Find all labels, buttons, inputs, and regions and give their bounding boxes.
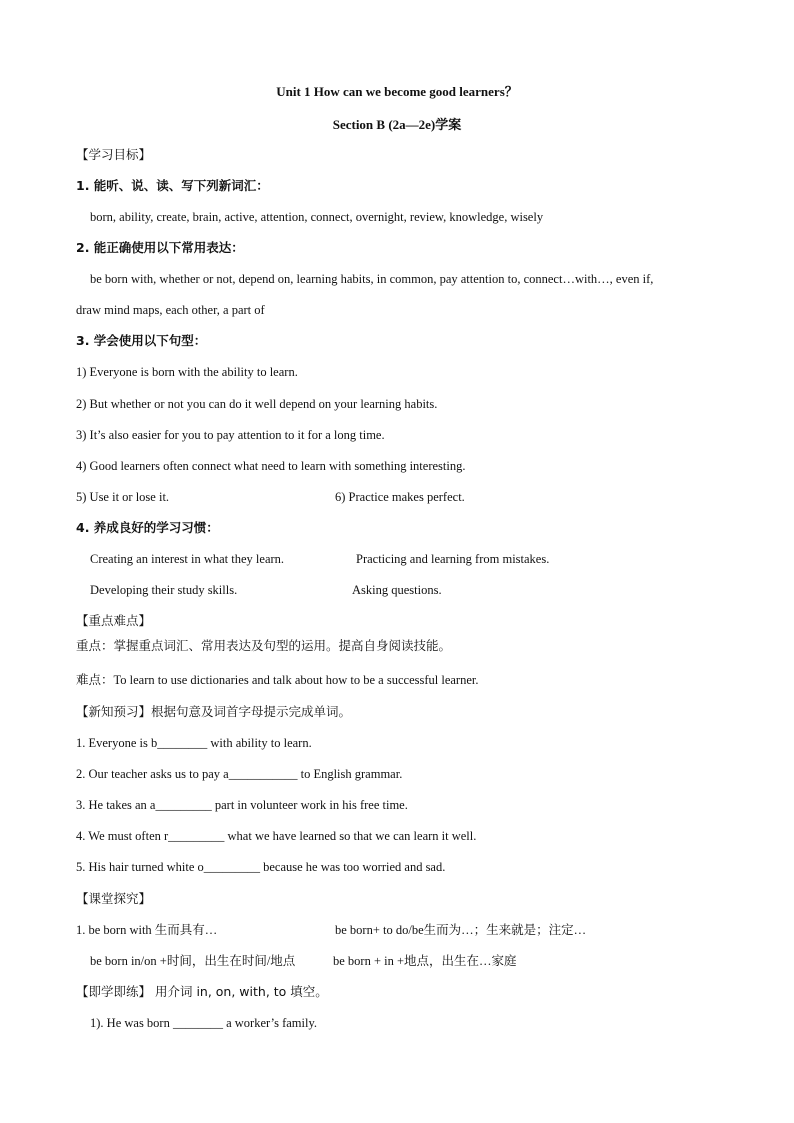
page-subtitle: Section B (2a—2e)学案 — [332, 117, 462, 132]
objective-1-heading: 1. 能听、说、读、写下列新词汇： — [76, 178, 269, 193]
objective-4-heading: 4. 养成良好的学习习惯： — [76, 520, 219, 535]
sentence-3: 3) It’s also easier for you to pay attention to it for a long time. — [76, 428, 385, 442]
page-title: Unit 1 How can we become good learners？ — [276, 84, 518, 99]
objective-2-expressions-line1: be born with, whether or not, depend on, learning habits, in common, pay attention to, connect…with…, even if, — [90, 272, 654, 286]
preview-heading: 【新知预习】根据句意及词首字母提示完成单词。 — [76, 704, 352, 719]
preview-item-2: 2. Our teacher asks us to pay a___________ to English grammar. — [76, 767, 403, 781]
sentence-5: 5) Use it or lose it. — [76, 490, 170, 504]
preview-item-3: 3. He takes an a_________ part in volunteer work in his free time. — [76, 798, 408, 812]
sentence-2: 2) But whether or not you can do it well depend on your learning habits. — [76, 397, 438, 411]
objective-3-heading: 3. 学会使用以下句型： — [76, 333, 207, 348]
explore-line-1-left: 1. be born with 生而具有… — [76, 923, 218, 937]
objective-2-expressions-line2: draw mind maps, each other, a part of — [76, 303, 265, 317]
practice-heading: 【即学即练】 用介词 in, on, with, to 填空。 — [76, 984, 328, 999]
sentence-1: 1) Everyone is born with the ability to learn. — [76, 365, 298, 379]
habit-1: Creating an interest in what they learn. — [90, 552, 285, 566]
explore-line-2-left: be born in/on +时间，出生在时间/地点 — [90, 954, 296, 968]
preview-item-5: 5. His hair turned white o_________ because he was too worried and sad. — [76, 860, 446, 874]
habit-3: Developing their study skills. — [90, 583, 238, 597]
sentence-6: 6) Practice makes perfect. — [335, 490, 465, 504]
sentence-4: 4) Good learners often connect what need to learn with something interesting. — [76, 459, 466, 473]
habit-4: Asking questions. — [352, 583, 442, 597]
objectives-heading: 【学习目标】 — [76, 147, 152, 162]
key-points-heading: 【重点难点】 — [76, 613, 152, 628]
key-points-difficulty — [76, 672, 478, 688]
explore-line-2-right: be born + in +地点，出生在…家庭 — [333, 954, 517, 968]
preview-item-4: 4. We must often r_________ what we have learned so that we can learn it well. — [76, 829, 477, 843]
key-points-focus: 重点：掌握重点词汇、常用表达及句型的运用。提高自身阅读技能。 — [76, 638, 452, 653]
objective-2-heading: 2. 能正确使用以下常用表达： — [76, 240, 244, 255]
practice-item-1: 1). He was born ________ a worker’s family. — [90, 1016, 318, 1030]
preview-item-1: 1. Everyone is b________ with ability to learn. — [76, 736, 312, 750]
key-points-difficulty-text: 难点：To learn to use dictionaries and talk about how to be a successful learner. — [76, 673, 479, 687]
explore-heading: 【课堂探究】 — [76, 891, 152, 906]
explore-line-1-right: be born+ to do/be生而为…；生来就是；注定… — [335, 923, 587, 937]
objective-1-words: born, ability, create, brain, active, attention, connect, overnight, review, knowledge, wisely — [90, 210, 544, 224]
habit-2: Practicing and learning from mistakes. — [356, 552, 550, 566]
